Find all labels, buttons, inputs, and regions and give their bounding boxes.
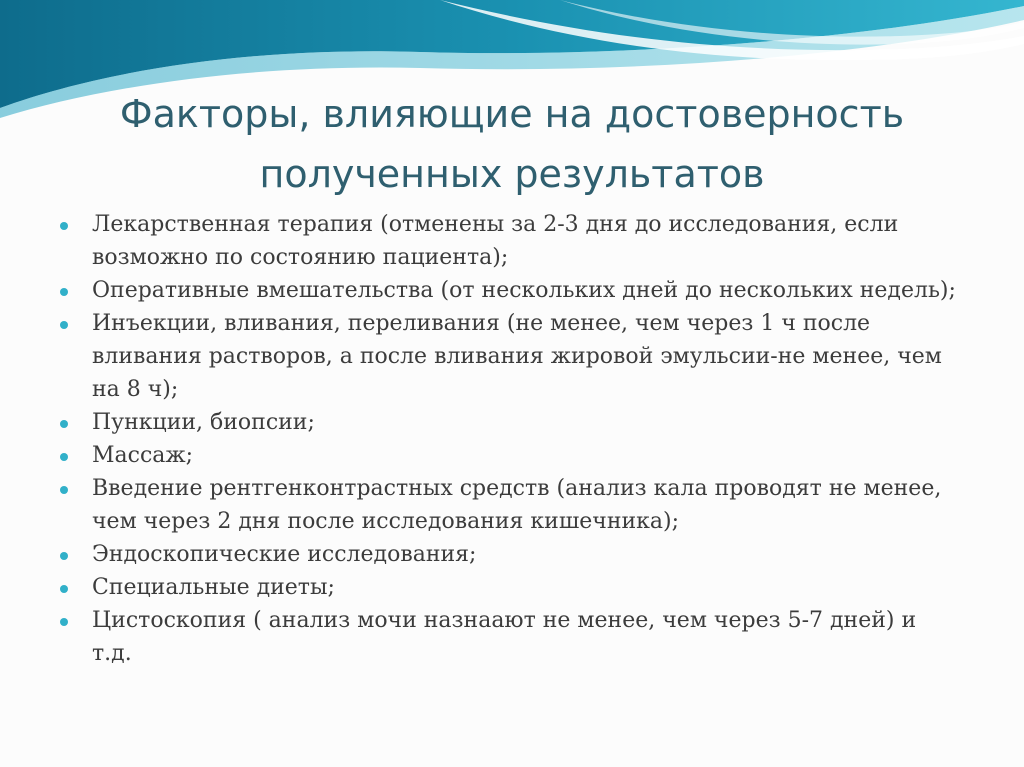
bullet-dot-icon bbox=[60, 288, 68, 296]
bullet-text: Лекарственная терапия (отменены за 2-3 дня до исследования, если возможно по состоянию пациента); bbox=[92, 212, 899, 270]
bullet-item bbox=[60, 571, 960, 604]
bullet-dot-icon bbox=[60, 486, 68, 494]
bullet-dot-icon bbox=[60, 420, 68, 428]
bullet-item bbox=[60, 274, 960, 307]
bullet-text: Пункции, биопсии; bbox=[92, 410, 315, 435]
bullet-text: Эндоскопические исследования; bbox=[92, 542, 477, 567]
bullet-item bbox=[60, 406, 960, 439]
bullet-text: Оперативные вмешательства (от нескольких дней до нескольких недель); bbox=[92, 278, 956, 303]
bullet-item bbox=[60, 208, 960, 274]
bullet-item bbox=[60, 307, 960, 406]
bullet-dot-icon bbox=[60, 552, 68, 560]
bullet-dot-icon bbox=[60, 618, 68, 626]
bullet-dot-icon bbox=[60, 321, 68, 329]
bullet-text: Цистоскопия ( анализ мочи назнаают не менее, чем через 5-7 дней) и т.д. bbox=[92, 608, 917, 666]
slide-title bbox=[40, 84, 984, 204]
bullet-dot-icon bbox=[60, 222, 68, 230]
slide-title-line-2: полученных результатов bbox=[259, 152, 765, 196]
bullet-list bbox=[60, 208, 960, 670]
slide-title-line-1: Факторы, влияющие на достоверность bbox=[119, 92, 905, 136]
bullet-item bbox=[60, 604, 960, 670]
bullet-text: Массаж; bbox=[92, 443, 194, 468]
bullet-item bbox=[60, 439, 960, 472]
bullet-dot-icon bbox=[60, 585, 68, 593]
bullet-item bbox=[60, 538, 960, 571]
bullet-text: Инъекции, вливания, переливания (не менее, чем через 1 ч после вливания растворов, а после вливания жировой эмульсии-не менее, чем на 8 ч); bbox=[92, 311, 942, 402]
bullet-item bbox=[60, 472, 960, 538]
bullet-text: Введение рентгенконтрастных средств (анализ кала проводят не менее, чем через 2 дня после исследования кишечника); bbox=[92, 476, 942, 534]
bullet-dot-icon bbox=[60, 453, 68, 461]
bullet-text: Специальные диеты; bbox=[92, 575, 335, 600]
